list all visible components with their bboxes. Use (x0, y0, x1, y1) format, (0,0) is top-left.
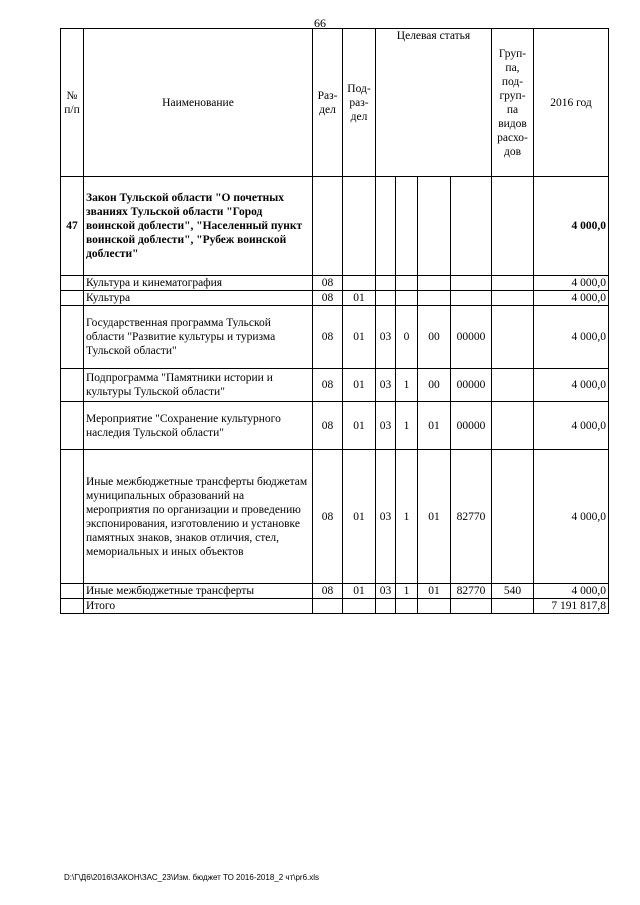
row-amount: 4 000,0 (534, 276, 609, 291)
row-vr (492, 291, 534, 306)
row-c4: 00000 (451, 369, 492, 402)
row-c4 (451, 291, 492, 306)
row-pr: 01 (343, 369, 376, 402)
row-c1: 03 (376, 584, 396, 599)
row-c3 (418, 276, 451, 291)
row-c1: 03 (376, 402, 396, 450)
row-pr: 01 (343, 306, 376, 369)
row-pr: 01 (343, 402, 376, 450)
section-amount: 4 000,0 (534, 177, 609, 276)
row-c1: 03 (376, 369, 396, 402)
row-amount: 4 000,0 (534, 450, 609, 584)
section-number: 47 (61, 177, 84, 276)
row-name: Иные межбюджетные трансферты (84, 584, 313, 599)
row-c2: 1 (396, 402, 418, 450)
row-vr (492, 369, 534, 402)
row-name: Иные межбюджетные трансферты бюджетам муниципальных образований на мероприятия по организации и проведению экспонирования, изготовлению и установке памятных знаков, знаков отличия, стел, мемориальных и иных объектов (84, 450, 313, 584)
row-c4: 82770 (451, 450, 492, 584)
header-target: Целевая статья (376, 29, 492, 177)
header-podrazdel: Под-раз-дел (343, 29, 376, 177)
table-row (61, 276, 609, 291)
row-c1 (376, 276, 396, 291)
row-vr (492, 306, 534, 369)
row-rz: 08 (313, 402, 343, 450)
header-name: Наименование (84, 29, 313, 177)
header-group: Груп-па, под-груп-па видов расхо-дов (492, 29, 534, 177)
section-row (61, 177, 609, 276)
row-c4 (451, 276, 492, 291)
row-c2 (396, 291, 418, 306)
row-vr (492, 450, 534, 584)
table-row (61, 450, 609, 584)
row-c2: 1 (396, 450, 418, 584)
row-c3: 00 (418, 306, 451, 369)
row-name: Мероприятие "Сохранение культурного наследия Тульской области" (84, 402, 313, 450)
total-row (61, 599, 609, 614)
header-razdel: Раз-дел (313, 29, 343, 177)
row-rz: 08 (313, 276, 343, 291)
row-amount: 4 000,0 (534, 291, 609, 306)
table-row (61, 306, 609, 369)
row-rz: 08 (313, 450, 343, 584)
row-name: Подпрограмма "Памятники истории и культуры Тульской области" (84, 369, 313, 402)
table-row (61, 291, 609, 306)
row-rz: 08 (313, 291, 343, 306)
file-path-footer: D:\Г\Д6\2016\ЗАКОН\ЗАС_23\Изм. бюджет ТО 2016-2018_2 чт\pr6.xls (64, 873, 320, 882)
table-row (61, 402, 609, 450)
header-num: № п/п (61, 29, 84, 177)
row-amount: 4 000,0 (534, 306, 609, 369)
row-c2: 0 (396, 306, 418, 369)
row-name: Культура и кинематография (84, 276, 313, 291)
total-amount: 7 191 817,8 (534, 599, 609, 614)
row-c4: 00000 (451, 402, 492, 450)
row-c3: 01 (418, 450, 451, 584)
header-row (61, 29, 609, 177)
table-row (61, 369, 609, 402)
row-pr: 01 (343, 450, 376, 584)
row-c1 (376, 291, 396, 306)
row-pr: 01 (343, 291, 376, 306)
row-c2: 1 (396, 584, 418, 599)
row-pr (343, 276, 376, 291)
row-c1: 03 (376, 306, 396, 369)
row-pr: 01 (343, 584, 376, 599)
row-c1: 03 (376, 450, 396, 584)
row-c4: 82770 (451, 584, 492, 599)
row-rz: 08 (313, 584, 343, 599)
row-rz: 08 (313, 306, 343, 369)
row-vr (492, 402, 534, 450)
row-amount: 4 000,0 (534, 369, 609, 402)
table-row (61, 584, 609, 599)
row-vr (492, 276, 534, 291)
total-label: Итого (84, 599, 313, 614)
row-name: Культура (84, 291, 313, 306)
row-name: Государственная программа Тульской области "Развитие культуры и туризма Тульской области" (84, 306, 313, 369)
row-c3: 00 (418, 369, 451, 402)
row-c4: 00000 (451, 306, 492, 369)
row-c3: 01 (418, 402, 451, 450)
row-rz: 08 (313, 369, 343, 402)
page-number: 66 (314, 16, 326, 30)
row-c2: 1 (396, 369, 418, 402)
section-title: Закон Тульской области "О почетных званиях Тульской области "Город воинской доблести", "Населенный пункт воинской доблести", "Рубеж воинской доблести" (84, 177, 313, 276)
row-c2 (396, 276, 418, 291)
header-year: 2016 год (534, 29, 609, 177)
row-c3: 01 (418, 584, 451, 599)
row-c3 (418, 291, 451, 306)
row-amount: 4 000,0 (534, 584, 609, 599)
budget-table (60, 28, 609, 614)
row-vr: 540 (492, 584, 534, 599)
row-amount: 4 000,0 (534, 402, 609, 450)
